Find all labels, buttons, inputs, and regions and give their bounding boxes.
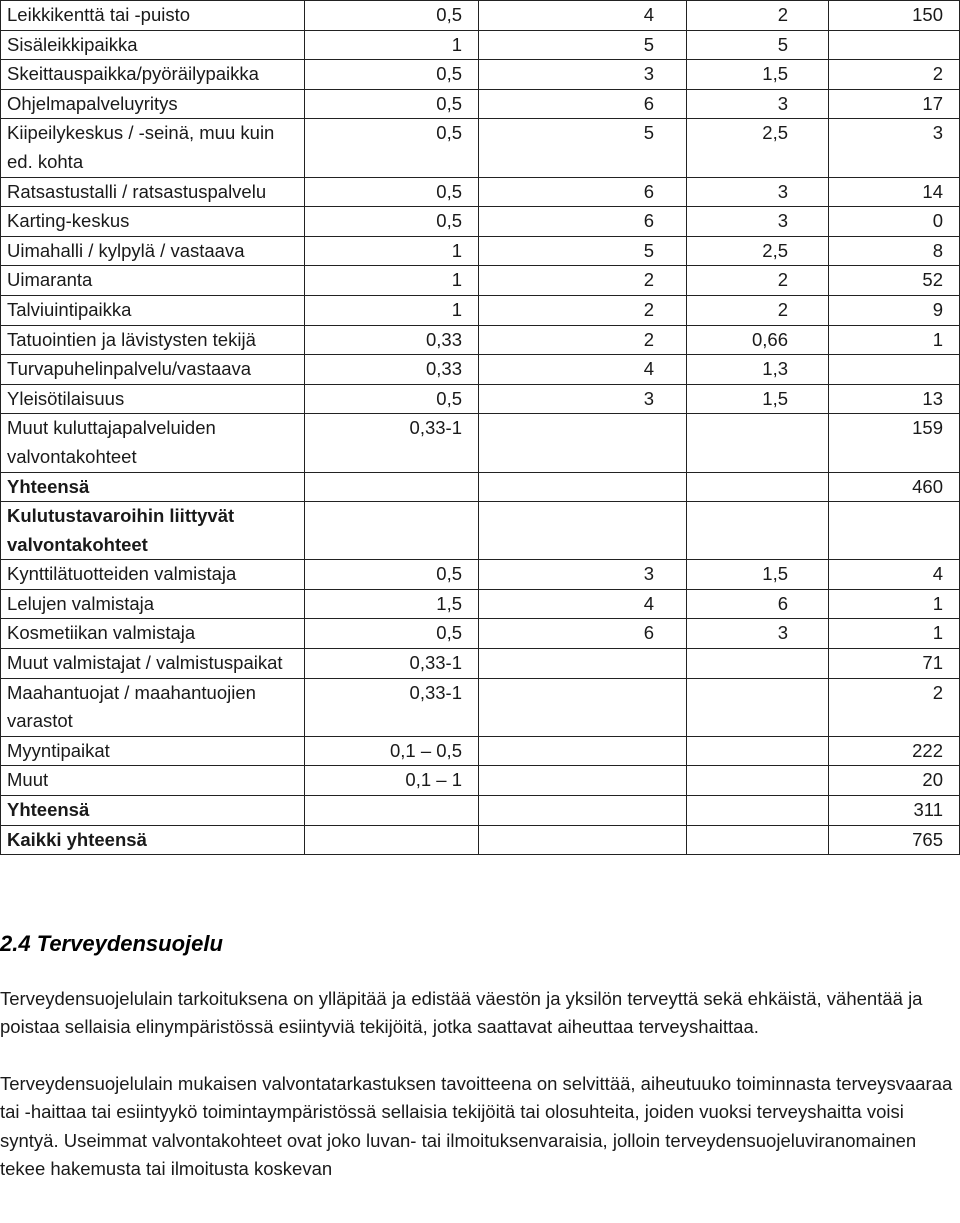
value-cell-3 (687, 736, 829, 766)
value-cell-1: 0,5 (305, 89, 479, 119)
value-cell-1: 0,5 (305, 384, 479, 414)
row-name-cell: Kaikki yhteensä (1, 825, 305, 855)
count-cell: 222 (829, 736, 960, 766)
row-name-cell: Kosmetiikan valmistaja (1, 619, 305, 649)
row-name-cell: Sisäleikkipaikka (1, 30, 305, 60)
value-cell-1: 0,33 (305, 325, 479, 355)
value-cell-3: 1,3 (687, 355, 829, 385)
value-cell-3: 1,5 (687, 60, 829, 90)
table-row (1, 295, 960, 325)
value-cell-2: 4 (479, 355, 687, 385)
row-name-cell: Leikkikenttä tai -puisto (1, 1, 305, 31)
table-row (1, 119, 960, 177)
value-cell-1: 0,5 (305, 60, 479, 90)
count-cell: 1 (829, 619, 960, 649)
count-cell: 765 (829, 825, 960, 855)
value-cell-1: 0,5 (305, 1, 479, 31)
row-name-cell: Muut (1, 766, 305, 796)
value-cell-2 (479, 414, 687, 472)
table-row (1, 649, 960, 679)
value-cell-2: 6 (479, 619, 687, 649)
value-cell-2: 6 (479, 89, 687, 119)
count-cell: 150 (829, 1, 960, 31)
table-row (1, 589, 960, 619)
value-cell-1: 1 (305, 236, 479, 266)
row-name-cell: Kiipeilykeskus / -seinä, muu kuin ed. kohta (1, 119, 305, 177)
table-row (1, 355, 960, 385)
value-cell-3: 1,5 (687, 560, 829, 590)
value-cell-2: 4 (479, 589, 687, 619)
count-cell: 20 (829, 766, 960, 796)
table-row (1, 177, 960, 207)
value-cell-1: 0,5 (305, 119, 479, 177)
value-cell-2: 2 (479, 325, 687, 355)
table-row (1, 766, 960, 796)
table-row (1, 89, 960, 119)
count-cell: 14 (829, 177, 960, 207)
table-row (1, 60, 960, 90)
value-cell-2 (479, 766, 687, 796)
value-cell-3 (687, 825, 829, 855)
table-row (1, 736, 960, 766)
count-cell: 460 (829, 472, 960, 502)
count-cell (829, 502, 960, 560)
count-cell: 17 (829, 89, 960, 119)
value-cell-3 (687, 414, 829, 472)
table-row (1, 384, 960, 414)
value-cell-1: 1 (305, 266, 479, 296)
value-cell-1 (305, 502, 479, 560)
value-cell-2: 5 (479, 119, 687, 177)
count-cell: 2 (829, 60, 960, 90)
table-row (1, 619, 960, 649)
value-cell-2: 6 (479, 177, 687, 207)
value-cell-1: 0,5 (305, 177, 479, 207)
table-row (1, 1, 960, 31)
value-cell-3: 2,5 (687, 236, 829, 266)
section-paragraph-2: Terveydensuojelulain mukaisen valvontatarkastuksen tavoitteena on selvittää, aiheutuuko toiminnasta terveysvaaraa tai -haittaa tai esiintyykö toimintaympäristössä sellaisia tekijöitä tai olosuhteita, joiden vuoksi terveyshaitta voisi syntyä. Useimmat valvontakohteet ovat joko luvan- tai ilmoituksenvaraisia, jolloin terveydensuojeluviranomainen tekee hakemusta tai ilmoitusta koskevan (0, 1072, 953, 1179)
row-name-cell: Kulutustavaroihin liittyvät valvontakohteet (1, 502, 305, 560)
value-cell-2: 5 (479, 236, 687, 266)
value-cell-3: 2 (687, 1, 829, 31)
row-name-cell: Lelujen valmistaja (1, 589, 305, 619)
value-cell-3: 3 (687, 89, 829, 119)
value-cell-2: 6 (479, 207, 687, 237)
value-cell-1 (305, 825, 479, 855)
row-name-cell: Ratsastustalli / ratsastuspalvelu (1, 177, 305, 207)
value-cell-1: 0,5 (305, 207, 479, 237)
value-cell-3: 3 (687, 207, 829, 237)
table-row (1, 414, 960, 472)
value-cell-2 (479, 678, 687, 736)
value-cell-2: 3 (479, 384, 687, 414)
count-cell: 0 (829, 207, 960, 237)
value-cell-2: 3 (479, 560, 687, 590)
value-cell-3 (687, 472, 829, 502)
row-name-cell: Talviuintipaikka (1, 295, 305, 325)
table-row (1, 207, 960, 237)
value-cell-3: 3 (687, 619, 829, 649)
value-cell-3 (687, 796, 829, 826)
row-name-cell: Skeittauspaikka/pyöräilypaikka (1, 60, 305, 90)
value-cell-3: 6 (687, 589, 829, 619)
table-row (1, 825, 960, 855)
value-cell-1: 1,5 (305, 589, 479, 619)
value-cell-2 (479, 649, 687, 679)
value-cell-3 (687, 502, 829, 560)
value-cell-1: 1 (305, 295, 479, 325)
table-row (1, 236, 960, 266)
row-name-cell: Uimaranta (1, 266, 305, 296)
table-row (1, 796, 960, 826)
value-cell-1: 0,33-1 (305, 678, 479, 736)
health-protection-section (0, 930, 955, 1212)
row-name-cell: Myyntipaikat (1, 736, 305, 766)
table-row (1, 266, 960, 296)
row-name-cell: Maahantuojat / maahantuojien varastot (1, 678, 305, 736)
row-name-cell: Ohjelmapalveluyritys (1, 89, 305, 119)
value-cell-1: 0,33 (305, 355, 479, 385)
value-cell-3: 2 (687, 266, 829, 296)
row-name-cell: Tatuointien ja lävistysten tekijä (1, 325, 305, 355)
count-cell: 13 (829, 384, 960, 414)
table-row (1, 560, 960, 590)
value-cell-1: 0,1 – 0,5 (305, 736, 479, 766)
value-cell-2: 2 (479, 295, 687, 325)
value-cell-1: 0,5 (305, 560, 479, 590)
value-cell-1: 1 (305, 30, 479, 60)
value-cell-2 (479, 736, 687, 766)
count-cell: 2 (829, 678, 960, 736)
table-row (1, 472, 960, 502)
value-cell-1: 0,5 (305, 619, 479, 649)
value-cell-3 (687, 649, 829, 679)
value-cell-2 (479, 472, 687, 502)
value-cell-3: 1,5 (687, 384, 829, 414)
count-cell: 3 (829, 119, 960, 177)
value-cell-2 (479, 502, 687, 560)
count-cell: 9 (829, 295, 960, 325)
row-name-cell: Muut kuluttajapalveluiden valvontakohteet (1, 414, 305, 472)
count-cell: 8 (829, 236, 960, 266)
count-cell: 311 (829, 796, 960, 826)
row-name-cell: Kynttilätuotteiden valmistaja (1, 560, 305, 590)
table-row (1, 30, 960, 60)
row-name-cell: Turvapuhelinpalvelu/vastaava (1, 355, 305, 385)
count-cell (829, 30, 960, 60)
row-name-cell: Yhteensä (1, 796, 305, 826)
row-name-cell: Uimahalli / kylpylä / vastaava (1, 236, 305, 266)
value-cell-1 (305, 796, 479, 826)
table-body (1, 1, 960, 855)
value-cell-1: 0,1 – 1 (305, 766, 479, 796)
value-cell-1: 0,33-1 (305, 414, 479, 472)
count-cell: 52 (829, 266, 960, 296)
count-cell: 1 (829, 325, 960, 355)
value-cell-3 (687, 678, 829, 736)
section-heading: 2.4 Terveydensuojelu (0, 931, 223, 956)
value-cell-3: 0,66 (687, 325, 829, 355)
value-cell-1 (305, 472, 479, 502)
value-cell-2: 3 (479, 60, 687, 90)
value-cell-1: 0,33-1 (305, 649, 479, 679)
value-cell-2: 5 (479, 30, 687, 60)
row-name-cell: Yhteensä (1, 472, 305, 502)
value-cell-3 (687, 766, 829, 796)
value-cell-3: 2,5 (687, 119, 829, 177)
value-cell-3: 2 (687, 295, 829, 325)
value-cell-2 (479, 796, 687, 826)
count-cell: 71 (829, 649, 960, 679)
count-cell: 1 (829, 589, 960, 619)
section-paragraph-1: Terveydensuojelulain tarkoituksena on ylläpitää ja edistää väestön ja yksilön terveyttä sekä ehkäistä, vähentää ja poistaa sellaisia elinympäristössä esiintyviä tekijöitä, jotka saattavat aiheuttaa terveyshaittaa. (0, 987, 923, 1037)
row-name-cell: Muut valmistajat / valmistuspaikat (1, 649, 305, 679)
value-cell-3: 5 (687, 30, 829, 60)
row-name-cell: Karting-keskus (1, 207, 305, 237)
table-row (1, 325, 960, 355)
count-cell: 159 (829, 414, 960, 472)
count-cell: 4 (829, 560, 960, 590)
value-cell-3: 3 (687, 177, 829, 207)
table-row (1, 678, 960, 736)
count-cell (829, 355, 960, 385)
value-cell-2: 4 (479, 1, 687, 31)
table-row (1, 502, 960, 560)
row-name-cell: Yleisötilaisuus (1, 384, 305, 414)
value-cell-2 (479, 825, 687, 855)
value-cell-2: 2 (479, 266, 687, 296)
